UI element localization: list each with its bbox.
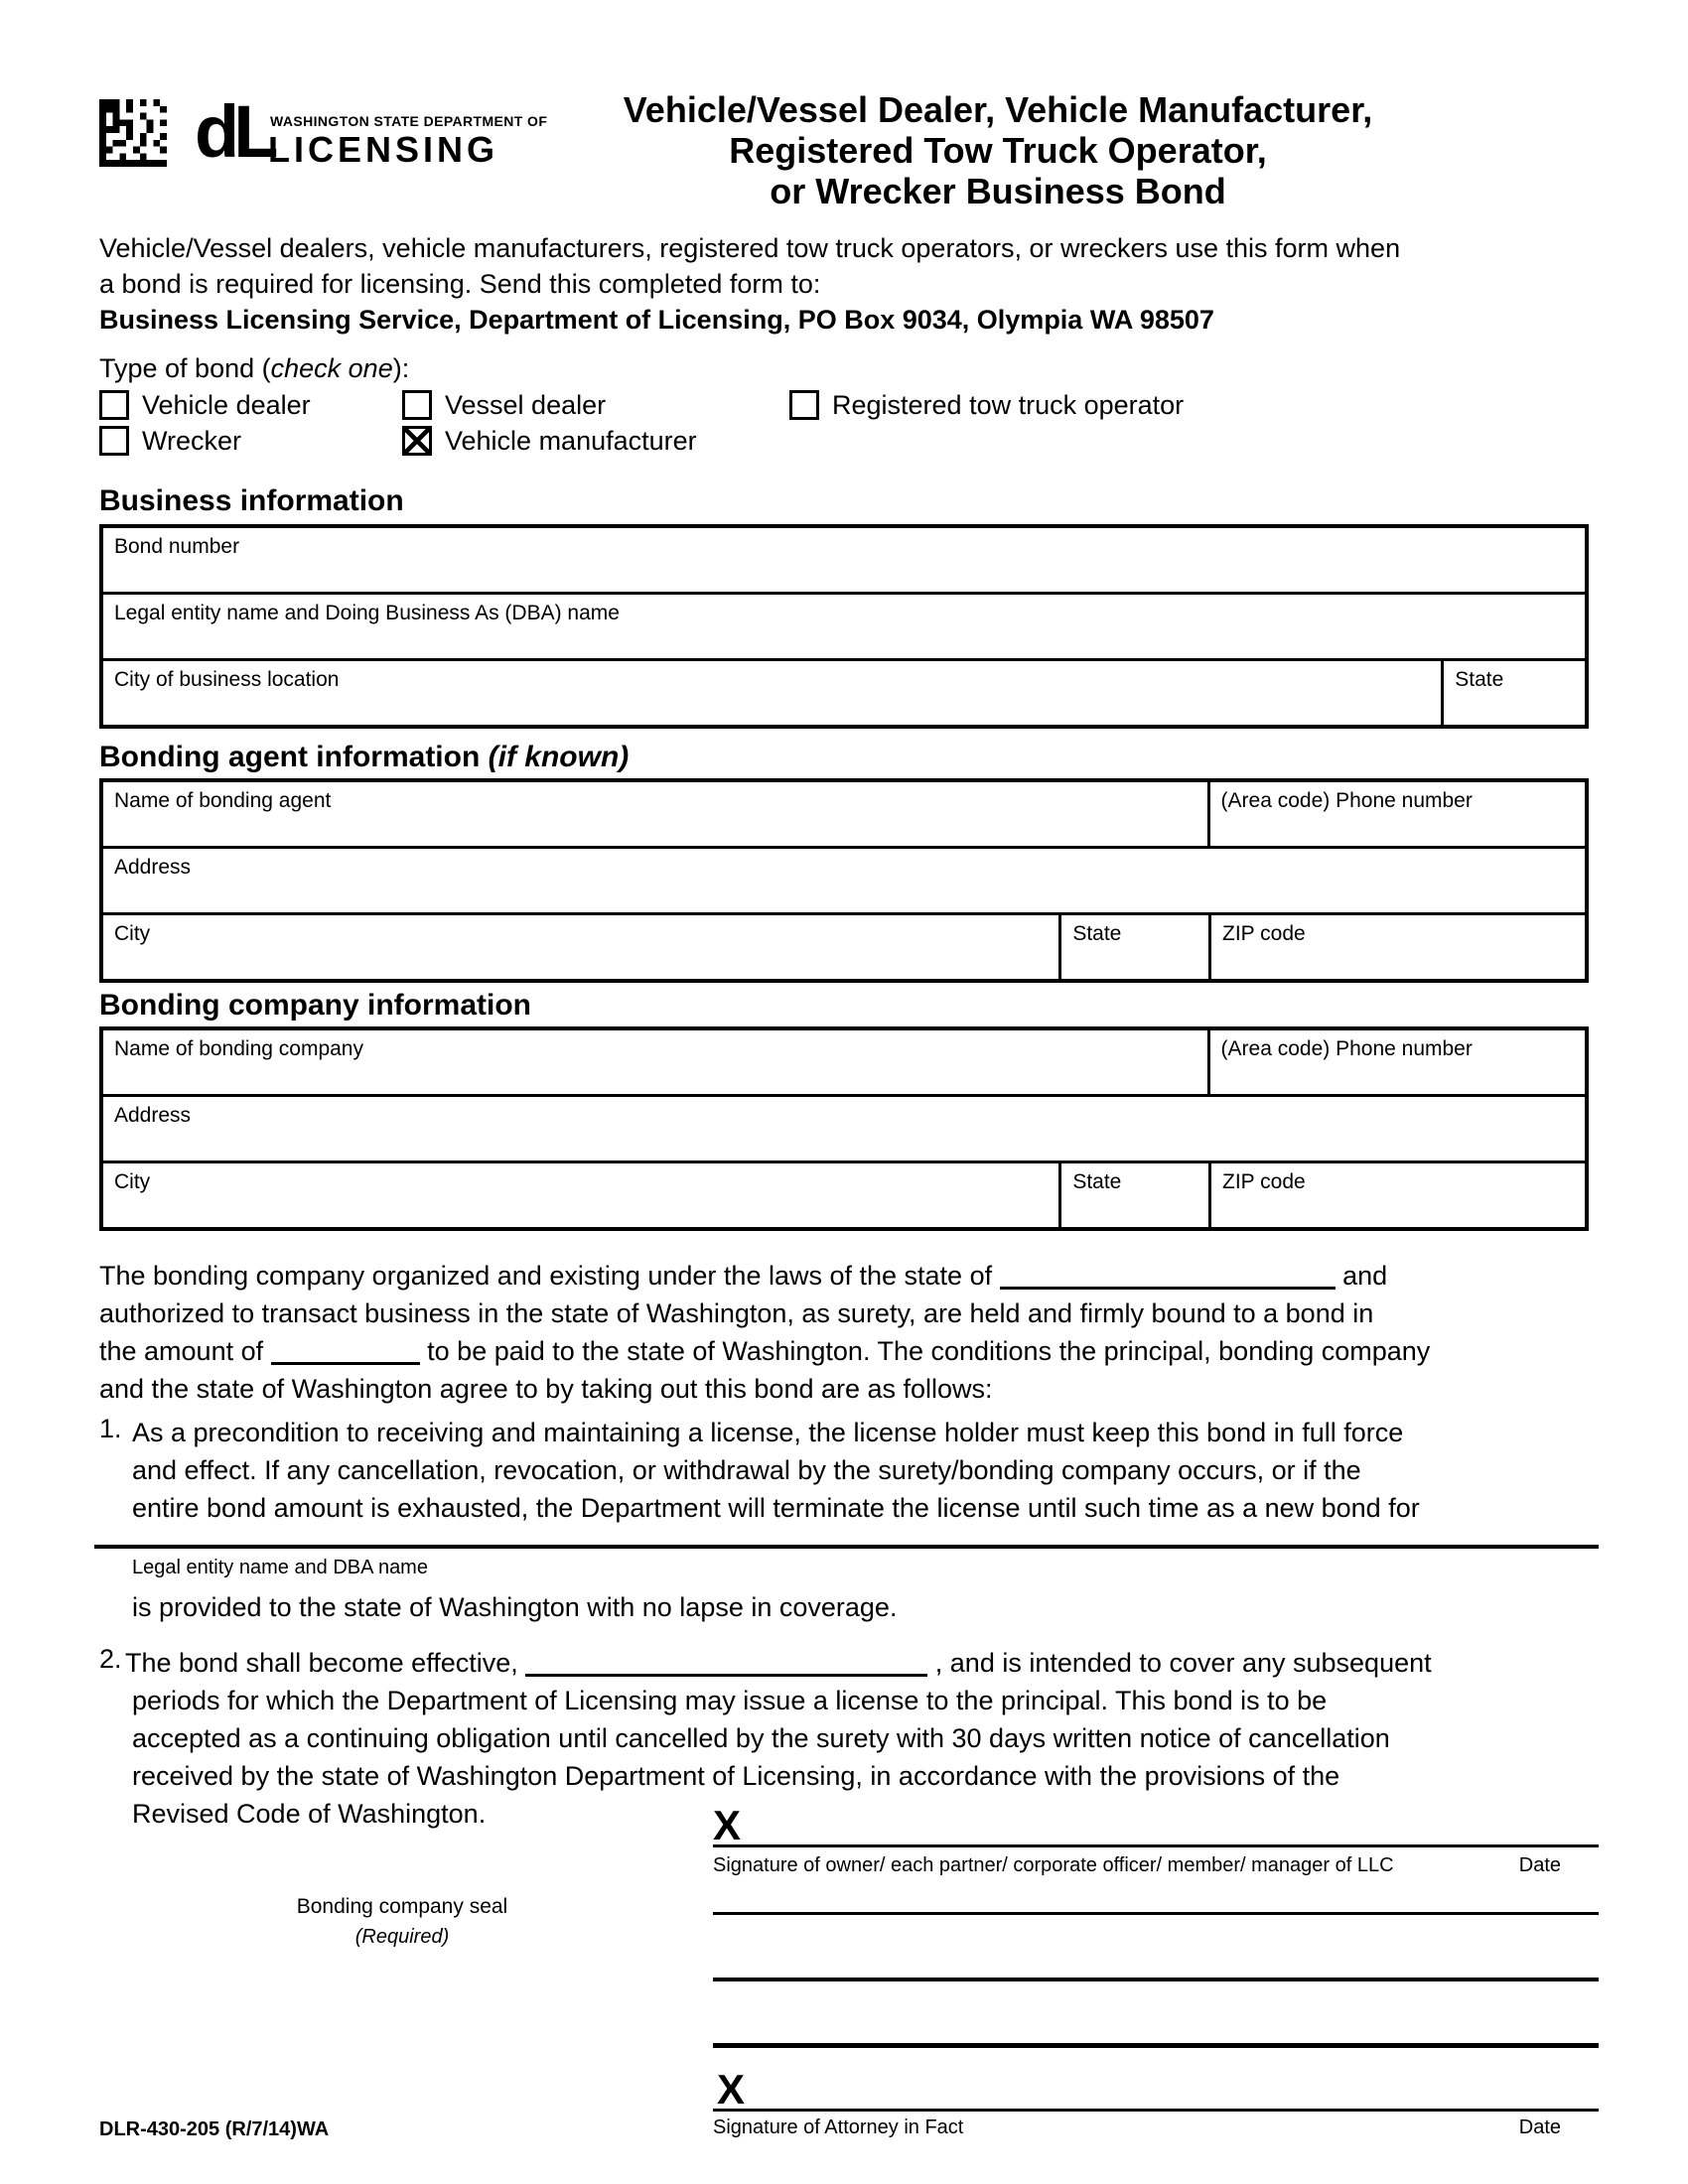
agent-name-field[interactable] [103,782,1207,846]
field-label: (Area code) Phone number [1220,1037,1473,1060]
intro-line1: Vehicle/Vessel dealers, vehicle manufacturers, registered tow truck operators, or wreckers use this form when [99,233,1401,263]
heading-text: Bonding agent information [99,741,481,773]
owner-signature-line[interactable] [713,1844,1599,1847]
table-row [103,846,1585,912]
bonding-agent-heading [99,741,629,774]
agreement-line4: and the state of Washington agree to by taking out this bond are as follows: [99,1374,993,1404]
option-label: Vessel dealer [445,389,607,420]
option-vehicle-dealer[interactable] [99,389,311,421]
company-phone-field[interactable] [1207,1030,1585,1094]
condition2-line2: periods for which the Department of Licensing may issue a license to the principal. This bond is to be [132,1686,1328,1715]
form-title-line3: or Wrecker Business Bond [770,171,1226,211]
item2-number: 2. [99,1644,122,1674]
field-label: Name of bonding agent [114,789,332,812]
state-of-blank[interactable] [1000,1287,1336,1290]
checkbox-wrecker[interactable] [99,426,129,456]
company-name-field[interactable] [103,1030,1207,1094]
agreement-text: to be paid to the state of Washington. The conditions the principal, bonding company [427,1336,1431,1366]
attorney-signature-line[interactable] [713,2109,1599,2112]
agreement-text: The bonding company organized and existing under the laws of the state of [99,1261,993,1291]
dol-dept-name: WASHINGTON STATE DEPARTMENT OF [270,113,548,129]
legal-entity-name-blank-line[interactable] [94,1545,1599,1549]
agreement-text: and [1342,1261,1388,1291]
form-number: DLR-430-205 (R/7/14)WA [99,2118,330,2140]
agreement-paragraph [99,1257,1589,1408]
condition1-line2: and effect. If any cancellation, revocation, or withdrawal by the surety/bonding company occurs, or if the [132,1455,1361,1485]
dol-licensing-wordmark: LICENSING [268,129,499,170]
bond-type-label [99,353,409,384]
heading-note: (if known) [488,741,630,773]
condition2-line3: accepted as a continuing obligation until cancelled by the surety with 30 days written notice of cancellation [132,1723,1390,1753]
company-city-field[interactable] [103,1163,1058,1227]
checkbox-vessel-dealer[interactable] [402,390,432,420]
bond-number-field[interactable] [103,528,1585,592]
table-row [103,1030,1585,1094]
condition1-line1: As a precondition to receiving and maintaining a license, the license holder must keep this bond in full force [132,1418,1404,1447]
form-title [526,89,1470,211]
form-title-line1: Vehicle/Vessel Dealer, Vehicle Manufacturer, [623,89,1373,130]
field-label: Address [114,856,192,879]
owner-date-label: Date [1518,1854,1561,1876]
intro-paragraph [99,230,1579,338]
field-label: City of business location [114,668,340,691]
field-label: Bond number [114,535,240,558]
table-row [103,1094,1585,1160]
field-label: Legal entity name and Doing Business As (DBA) name [114,602,620,624]
option-vehicle-manufacturer[interactable] [402,425,697,457]
datamatrix-barcode-icon [99,99,167,167]
bonding-agent-table [99,778,1589,983]
condition2-text: The bond shall become effective, [125,1648,518,1678]
field-label: State [1455,668,1504,691]
agreement-line2: authorized to transact business in the state of Washington, as surety, are held and firmly bound to a bond in [99,1298,1374,1328]
agent-city-field[interactable] [103,915,1058,979]
option-registered-tow-truck-operator[interactable] [789,389,1184,421]
bonding-company-heading: Bonding company information [99,989,531,1022]
bonding-company-seal-area [248,1892,556,1952]
field-label: City [114,1170,151,1193]
checkbox-vehicle-dealer[interactable] [99,390,129,420]
condition1-closing: is provided to the state of Washington with no lapse in coverage. [132,1592,898,1622]
field-label: (Area code) Phone number [1220,789,1473,812]
option-label: Vehicle dealer [142,389,311,420]
agreement-line1 [99,1257,1589,1295]
field-label: State [1072,1170,1122,1193]
attorney-date-label: Date [1518,2116,1561,2138]
business-info-heading: Business information [99,484,404,517]
legal-entity-name-field[interactable] [103,595,1585,658]
owner-signature-caption [713,1854,1599,1877]
field-label: ZIP code [1222,922,1306,945]
condition-2 [125,1644,1595,1833]
condition2-line1 [125,1644,1595,1682]
agent-state-field[interactable] [1058,915,1208,979]
owner-signature-label: Signature of owner/ each partner/ corporate officer/ member/ manager of LLC [713,1854,1394,1876]
field-label: Address [114,1104,192,1127]
table-row [103,528,1585,592]
option-label: Wrecker [142,425,242,456]
field-label: Name of bonding company [114,1037,363,1060]
dol-logo-mark: dL [195,90,273,173]
table-row [103,1160,1585,1227]
condition2-line5: Revised Code of Washington. [132,1799,487,1829]
form-title-line2: Registered Tow Truck Operator, [729,130,1267,171]
business-info-table [99,524,1589,729]
legal-entity-line-label: Legal entity name and DBA name [132,1557,428,1578]
company-address-field[interactable] [103,1097,1585,1160]
condition2-text: , and is intended to cover any subsequent [934,1648,1432,1678]
checkbox-vehicle-manufacturer[interactable] [402,426,432,456]
option-label: Vehicle manufacturer [445,425,697,456]
bonding-company-table [99,1026,1589,1231]
company-zip-field[interactable] [1208,1163,1585,1227]
condition-1 [132,1414,1592,1527]
field-label: City [114,922,151,945]
table-row [103,912,1585,979]
table-row [103,592,1585,658]
option-label: Registered tow truck operator [832,389,1185,420]
agent-zip-field[interactable] [1208,915,1585,979]
company-state-field[interactable] [1058,1163,1208,1227]
option-vessel-dealer[interactable] [402,389,606,421]
intro-line2: a bond is required for licensing. Send this completed form to: [99,269,821,299]
seal-label: Bonding company seal [296,1895,508,1918]
item1-number: 1. [99,1414,122,1443]
bond-amount-blank[interactable] [271,1362,420,1365]
mailing-address: Business Licensing Service, Department of Licensing, PO Box 9034, Olympia WA 98507 [99,305,1214,335]
effective-date-blank[interactable] [525,1674,927,1677]
seal-required-note: (Required) [354,1926,450,1948]
field-label: State [1072,922,1122,945]
business-state-field[interactable] [1441,661,1585,725]
table-row [103,782,1585,846]
additional-signature-line-3[interactable] [713,2043,1599,2048]
agreement-text: the amount of [99,1336,264,1366]
bond-type-label-post: ): [392,353,410,383]
field-label: ZIP code [1222,1170,1306,1193]
agent-phone-field[interactable] [1207,782,1585,846]
attorney-signature-x: X [717,2066,746,2113]
condition1-line3: entire bond amount is exhausted, the Department will terminate the license until such time as a new bond for [132,1493,1420,1523]
attorney-signature-caption [713,2116,1599,2139]
attorney-signature-label: Signature of Attorney in Fact [713,2116,964,2138]
option-wrecker[interactable] [99,425,241,457]
checkbox-registered-tow-truck-operator[interactable] [789,390,819,420]
table-row [103,658,1585,725]
bond-type-label-pre: Type of bond ( [99,353,271,383]
agent-address-field[interactable] [103,849,1585,912]
owner-signature-x: X [713,1802,742,1848]
additional-signature-line-2[interactable] [713,1978,1599,1981]
condition2-line4: received by the state of Washington Department of Licensing, in accordance with the provisions of the [132,1761,1340,1791]
additional-signature-line-1[interactable] [713,1912,1599,1915]
bond-type-label-em: check one [270,353,393,383]
business-city-field[interactable] [103,661,1441,725]
agreement-line3 [99,1332,1589,1370]
